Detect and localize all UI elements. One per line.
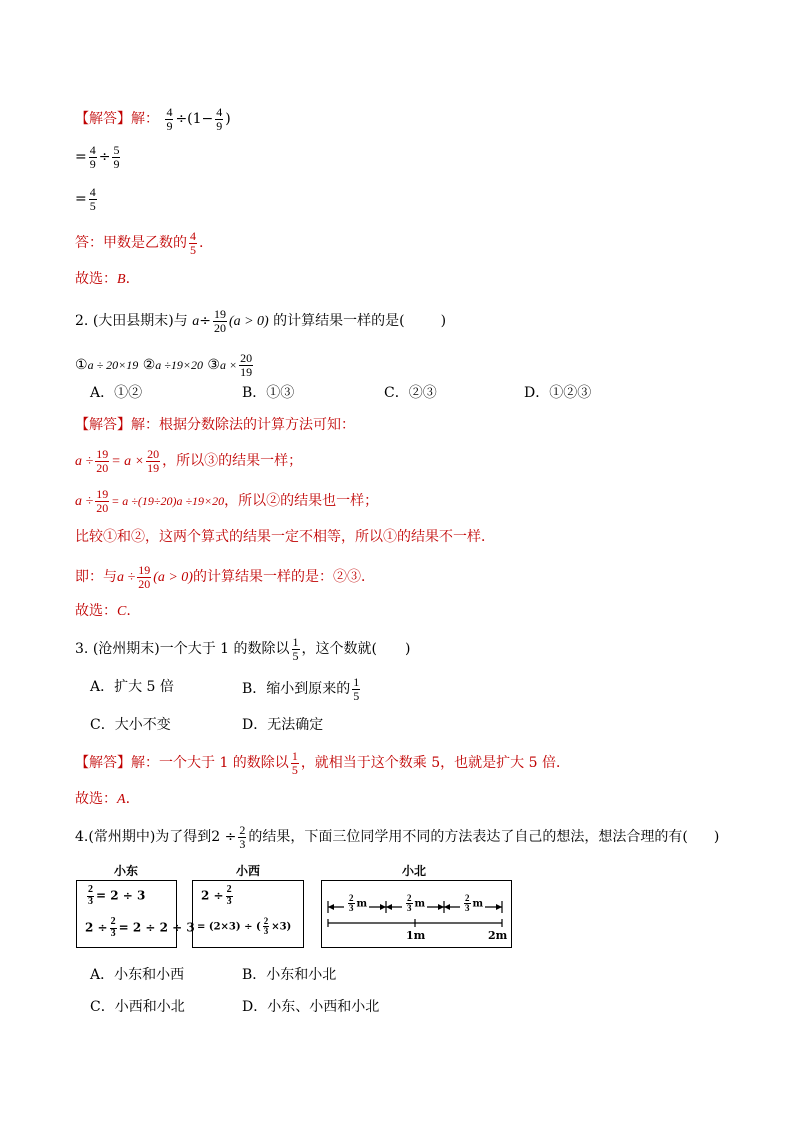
q2-option-d: D．①②③ — [524, 385, 592, 401]
q2-option-c: C．②③ — [384, 385, 437, 401]
solution-text: 解：一个大于 1 的数除以 — [131, 755, 289, 772]
unit: m — [472, 898, 484, 910]
tick-label-1m: 1m — [406, 929, 426, 942]
circle-number: ② — [142, 357, 156, 374]
frac-numerator: 2 — [263, 916, 269, 926]
frac-numerator: 2 — [239, 823, 246, 837]
expression-text: = a ÷(19÷20)a ÷19×20 — [111, 494, 225, 509]
xiaodong-title: 小东 — [114, 864, 139, 878]
question-number: 4. — [75, 829, 89, 846]
conclusion-text: 答：甲数是乙数的 — [75, 235, 187, 252]
frac-denominator: 9 — [113, 156, 120, 171]
frac-numerator: 19 — [213, 307, 226, 321]
circle-number: ① — [75, 357, 88, 374]
expression-text: = 2 ÷ 2 ÷ 3 — [118, 920, 195, 935]
frac-denominator: 3 — [226, 895, 232, 907]
solution-prefix: 解： — [131, 111, 159, 128]
q4-option-c: C．小西和小北 — [90, 999, 185, 1015]
q2-solution-line-4 — [75, 564, 375, 590]
q4-question — [75, 824, 719, 850]
q2-option-b: B．①③ — [242, 385, 295, 401]
xiaoxi-row-2 — [197, 917, 291, 937]
xiaoxi-box — [192, 880, 304, 948]
frac-denominator: 3 — [349, 903, 354, 914]
frac-numerator: 19 — [138, 563, 151, 577]
frac-numerator: 19 — [96, 487, 109, 501]
q3-choice — [75, 792, 130, 807]
period: . — [125, 271, 131, 287]
expression-text: ×3) — [271, 921, 292, 933]
question-text: 的计算结果一样的是( — [273, 313, 405, 330]
xiaodong-row-1 — [85, 885, 145, 907]
frac-numerator: 2 — [349, 893, 354, 903]
expression-text: a ÷ — [75, 454, 94, 470]
q3-solution — [75, 750, 570, 776]
q2-question — [75, 308, 446, 334]
q1-step2 — [75, 186, 99, 212]
frac-numerator: 1 — [291, 749, 298, 763]
frac-denominator: 3 — [465, 903, 470, 914]
question-text: (常州期中)为了得到 — [88, 829, 212, 846]
expression-text: 2 ÷ — [85, 920, 108, 935]
frac-numerator: 4 — [89, 185, 96, 199]
expression-text: 2 ÷ — [201, 888, 224, 903]
expression-text: a ÷ — [75, 494, 94, 510]
expression-1: a ÷ 20×19 — [87, 358, 139, 373]
circle-number: ③ — [207, 357, 220, 374]
expression-text: a ÷ — [117, 570, 136, 586]
q2-solution-intro — [75, 418, 355, 432]
frac-denominator: 3 — [407, 903, 412, 914]
frac-denominator: 19 — [240, 364, 253, 379]
q3-option-d: D．无法确定 — [242, 717, 324, 733]
q3-option-c: C．大小不变 — [90, 717, 171, 733]
frac-numerator: 5 — [113, 143, 120, 157]
answer-tag: 【解答】 — [75, 755, 131, 772]
frac-numerator: 2 — [88, 884, 93, 895]
unit: m — [414, 898, 426, 910]
expression-text: 2 ÷ — [211, 829, 237, 846]
q2-expressions — [75, 352, 255, 378]
frac-numerator: 1 — [353, 675, 360, 689]
frac-denominator: 3 — [239, 836, 246, 851]
frac-denominator: 20 — [138, 576, 151, 591]
q3-question — [75, 636, 410, 662]
xiaodong-box — [76, 880, 195, 948]
question-text: (大田县期末)与 — [92, 313, 188, 330]
solution-text: 解：根据分数除法的计算方法可知： — [131, 417, 355, 433]
solution-text: ，所以②的结果也一样； — [224, 493, 379, 510]
frac-denominator: 9 — [89, 156, 96, 171]
choice-value: C — [117, 604, 127, 619]
frac-denominator: 9 — [166, 118, 173, 133]
condition: (a > 0) — [153, 570, 193, 586]
frac-denominator: 20 — [96, 460, 109, 475]
expression-text: = (2×3) ÷ ( — [197, 921, 261, 933]
operator: ÷ — [98, 149, 111, 166]
answer-blank-close: ) — [440, 313, 447, 330]
xiaodong-row-2 — [85, 917, 195, 939]
q1-step1 — [75, 144, 122, 170]
tick-label-2m: 2m — [488, 929, 508, 942]
choice-value: A — [117, 792, 126, 807]
frac-numerator: 2 — [110, 916, 116, 927]
frac-denominator: 5 — [190, 242, 196, 257]
solution-text: ，就相当于这个数乘 5，也就是扩大 5 倍． — [300, 755, 570, 772]
choice-label: 故选： — [75, 791, 117, 807]
expression-text: ) — [225, 111, 231, 128]
frac-numerator: 1 — [292, 635, 299, 649]
question-text: 的结果，下面三位同学用不同的方法表达了自己的想法，想法合理的有( — [248, 829, 688, 846]
q1-conclusion — [75, 230, 203, 256]
frac-denominator: 3 — [263, 926, 269, 937]
frac-denominator: 20 — [213, 320, 226, 335]
unit: m — [356, 898, 368, 910]
period: . — [199, 235, 204, 252]
choice-label: 故选： — [75, 271, 117, 287]
q2-choice — [75, 604, 131, 619]
frac-denominator: 3 — [88, 895, 93, 907]
frac-numerator: 20 — [147, 447, 160, 461]
operator: ÷ — [199, 313, 211, 330]
frac-denominator: 20 — [96, 500, 109, 515]
frac-denominator: 9 — [216, 118, 223, 133]
frac-denominator: 19 — [147, 460, 160, 475]
question-text: ，这个数就( — [301, 641, 378, 658]
xiaoxi-row-1 — [201, 885, 235, 907]
frac-denominator: 5 — [291, 762, 298, 777]
answer-blank-close: ) — [405, 641, 411, 658]
choice-label: 故选： — [75, 603, 117, 619]
q4-option-a: A．小东和小西 — [90, 967, 185, 983]
frac-numerator: 4 — [89, 143, 96, 157]
frac-denominator: 5 — [353, 688, 360, 703]
equals-sign: = — [75, 191, 87, 208]
solution-text: 即：与 — [75, 569, 117, 586]
expression-text: ÷(1− — [175, 111, 214, 128]
frac-denominator: 3 — [110, 927, 116, 939]
answer-tag: 【解答】 — [75, 417, 131, 433]
option-text: B．缩小到原来的 — [242, 681, 351, 698]
solution-text: 的计算结果一样的是：②③． — [192, 569, 375, 586]
q2-solution-line-1 — [75, 448, 302, 474]
segment-label-1 — [344, 894, 369, 914]
frac-numerator: 2 — [465, 893, 470, 903]
xiaobei-title: 小北 — [402, 864, 427, 878]
q4-option-b: B．小东和小北 — [242, 967, 337, 983]
q2-solution-line-3: 比较①和②，这两个算式的结果一定不相等，所以①的结果不一样． — [75, 529, 495, 545]
expression-2: a ÷19×20 — [155, 358, 203, 373]
q3-option-b — [242, 676, 362, 702]
solution-text: ，所以③的结果一样； — [162, 453, 303, 470]
choice-value: B — [117, 272, 126, 287]
frac-numerator: 2 — [407, 893, 412, 903]
condition: (a > 0) — [228, 314, 269, 330]
xiaobei-box — [321, 880, 512, 948]
segment-label-3 — [460, 894, 485, 914]
q3-option-a: A．扩大 5 倍 — [90, 679, 174, 695]
q2-solution-line-2 — [75, 488, 378, 514]
expression-3: a × — [219, 358, 238, 373]
period: . — [125, 791, 131, 807]
equals-sign: = — [75, 149, 87, 166]
question-number: 2. — [75, 313, 89, 330]
q4-option-d: D．小东、小西和小北 — [242, 999, 380, 1015]
frac-numerator: 4 — [190, 229, 196, 243]
xiaoxi-title: 小西 — [236, 864, 261, 878]
answer-blank-close: ) — [713, 829, 720, 846]
variable: a — [192, 314, 200, 330]
frac-numerator: 4 — [166, 105, 173, 119]
frac-numerator: 4 — [216, 105, 223, 119]
q2-option-a: A．①② — [90, 385, 143, 401]
period: . — [126, 603, 131, 619]
q1-choice — [75, 272, 130, 287]
answer-tag: 【解答】 — [75, 111, 131, 128]
frac-numerator: 19 — [96, 447, 109, 461]
segment-label-2 — [402, 894, 427, 914]
q1-solution-line — [75, 106, 231, 132]
question-text: (沧州期末)一个大于 1 的数除以 — [92, 641, 290, 658]
expression-text: = 2 ÷ 3 — [96, 888, 146, 903]
question-number: 3. — [75, 641, 89, 658]
expression-text: = a × — [111, 454, 145, 470]
frac-numerator: 2 — [226, 884, 232, 895]
frac-denominator: 5 — [89, 198, 96, 213]
frac-numerator: 20 — [240, 351, 253, 365]
frac-denominator: 5 — [292, 648, 299, 663]
